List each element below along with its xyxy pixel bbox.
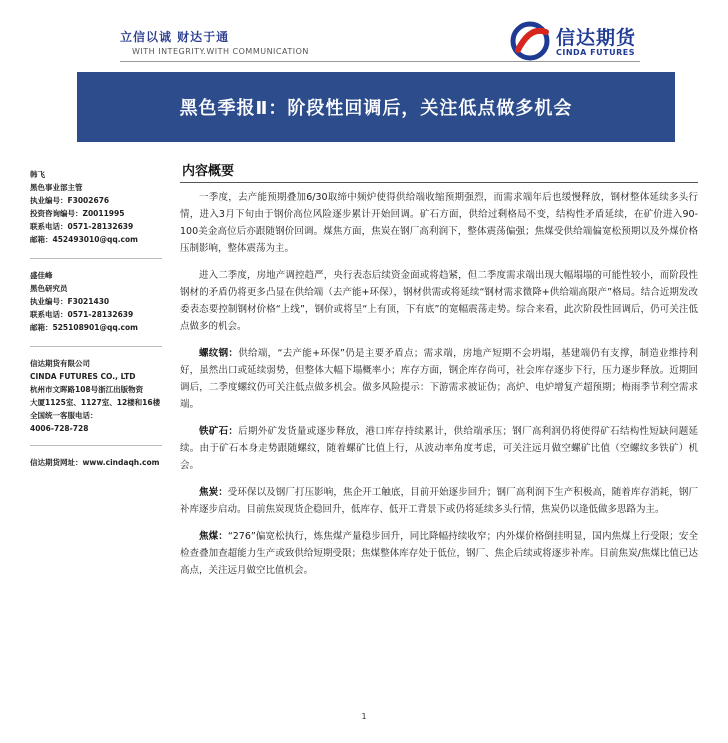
company-name-cn: 信达期货有限公司 — [30, 359, 90, 368]
analyst-role: 黑色研究员 — [30, 284, 68, 293]
analyst-license: 执业编号：F3021430 — [30, 297, 110, 306]
analyst-card — [30, 168, 168, 246]
analyst-phone: 联系电话：0571-28132639 — [30, 310, 134, 319]
analyst-consult-number: 投资咨询编号：Z0011995 — [30, 209, 125, 218]
analyst-card — [30, 269, 168, 334]
analyst-license: 执业编号：F3002676 — [30, 196, 110, 205]
iron-ore-text: 后期外矿发货量或逐步释放，港口库存持续累计，供给端承压；钢厂高利润仍将使得矿石结构性短缺问题延续。由于矿石本身走势跟随螺纹，随着螺矿比值上行，从波动率角度考虑，可关注远月做空螺矿比值（空螺纹多铁矿）机会。 — [180, 426, 698, 471]
summary-paragraph-q2: 进入二季度，房地产调控趋严，央行表态后续资金面或将趋紧，但二季度需求端出现大幅塌塌的可能性较小，而阶段性钢材的矛盾仍将更多凸显在供给端（去产能+环保），钢材供需或将延续“钢材需求微降+供给端高限产”格局。结合近期发改委表态要控制钢材价格“上线”，钢价或将呈“上有顶，下有底”的宽幅震荡走势。综合来看，此次阶段性回调后，仍可关注低点做多的机会。 — [180, 270, 698, 332]
coke-text: 受环保以及钢厂打压影响，焦企开工触底，目前开始逐步回升；钢厂高利润下生产积极高，随着库存消耗，钢厂补库逐步启动。目前焦炭现货企稳回升，低库存、低开工背景下或仍将延续多头行情，焦炭仍以逢低做多思路为主。 — [180, 487, 698, 515]
analyst-phone: 联系电话：0571-28132639 — [30, 222, 134, 231]
section-title: 内容概要 — [180, 162, 698, 183]
iron-ore-paragraph — [180, 423, 698, 474]
page-number: 1 — [361, 712, 367, 721]
summary-paragraph-q1: 一季度，去产能预期叠加6/30取缔中频炉使得供给端收缩预期强烈，而需求端年后也缓慢释放，钢材整体延续多头行情，进入3月下旬由于钢价高位风险逐步累计开始回调。矿石方面，供给过剩格局不变，结构性矛盾延续，在矿价进入90-100美金高位后亦跟随钢价回调。煤焦方面，焦炭在钢厂高利润下，整体震荡偏强；焦煤受供给端偏宽松预期以及外煤价格压制影响，整体震荡为主。 — [180, 192, 698, 254]
company-info — [30, 357, 168, 469]
report-title: 黑色季报Ⅱ：阶段性回调后，关注低点做多机会 — [179, 98, 573, 119]
rebar-paragraph — [180, 345, 698, 413]
company-address: 杭州市文晖路108号浙江出版物资 — [30, 385, 144, 394]
company-address: 大厦1125室、1127室、12楼和16楼 — [30, 398, 161, 407]
analyst-name: 韩飞 — [30, 170, 45, 179]
analyst-email: 邮箱：525108901@qq.com — [30, 323, 138, 332]
cinda-logo-icon — [508, 20, 552, 62]
analyst-name: 盛佳峰 — [30, 271, 53, 280]
analyst-email: 邮箱：452493010@qq.com — [30, 235, 138, 244]
coking-coal-paragraph — [180, 528, 698, 579]
analyst-role: 黑色事业部主管 — [30, 183, 83, 192]
sidebar — [30, 168, 168, 481]
sidebar-divider — [30, 445, 162, 446]
rebar-text: 供给端，“去产能+环保”仍是主要矛盾点；需求端，房地产短期不会坍塌，基建端仍有支撑，制造业维持利好，虽然出口或延续弱势，但整体大幅下塌概率小；库存方面，钢企库存尚可，社会库存逐步下行，压力逐步释放。近期回调后，二季度螺纹仍可关注低点做多机会。做多风险提示：下游需求被证伪；高炉、电炉增复产超预期；梅雨季节利空需求端。 — [180, 348, 698, 410]
sidebar-divider — [30, 346, 162, 347]
sidebar-divider — [30, 258, 162, 259]
coke-paragraph — [180, 484, 698, 518]
slogan-english: WITH INTEGRITY.WITH COMMUNICATION — [132, 47, 309, 56]
company-logo — [508, 20, 678, 62]
iron-ore-lead: 铁矿石： — [199, 426, 239, 437]
hotline-label: 全国统一客服电话： — [30, 411, 98, 420]
coke-lead: 焦炭： — [199, 487, 228, 498]
main-content — [180, 162, 698, 589]
rebar-lead: 螺纹钢： — [199, 348, 239, 359]
slogan: 立信以诚 财达于通 — [120, 30, 230, 44]
coking-coal-lead: 焦煤： — [199, 531, 228, 542]
logo-name-en: CINDA FUTURES — [556, 48, 635, 57]
title-banner — [77, 72, 675, 142]
coking-coal-text: “276”偏宽松执行，炼焦煤产量稳步回升，同比降幅持续收窄；内外煤价格倒挂明显，国内焦煤上行受限；安全检查叠加查超能力生产或致供给短期受限；焦煤整体库存处于低位，钢厂、焦企后续或将逐步补库。目前焦炭/焦煤比值已达高点，关注远月做空比值机会。 — [180, 531, 698, 576]
hotline-number: 4006-728-728 — [30, 424, 89, 433]
company-name-en: CINDA FUTURES CO., LTD — [30, 372, 136, 381]
company-website[interactable]: 信达期货网址：www.cindaqh.com — [30, 458, 160, 467]
logo-name-cn: 信达期货 — [556, 27, 637, 49]
